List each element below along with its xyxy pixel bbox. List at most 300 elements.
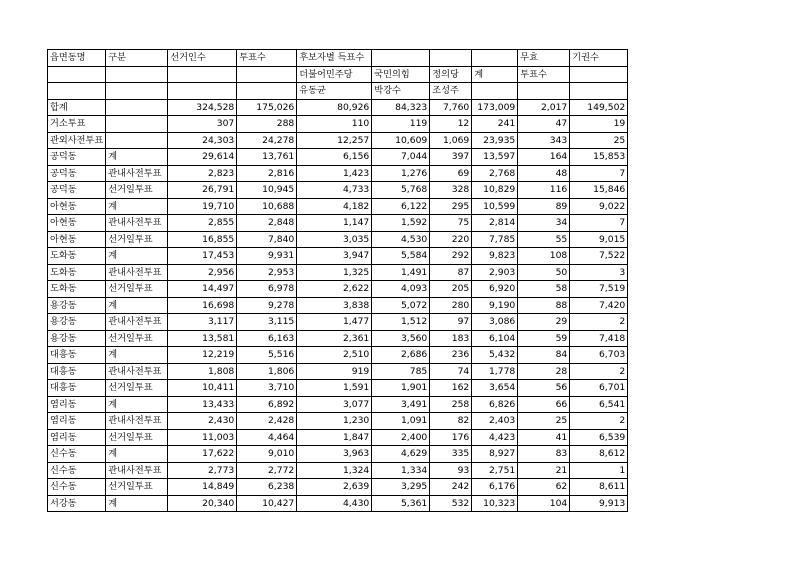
table-row — [48, 281, 628, 298]
cell-cand-minjoo: 2,639 — [297, 479, 372, 496]
cell-cand-minjoo: 1,477 — [297, 314, 372, 331]
cell-category: 선거일투표 — [106, 281, 168, 298]
cell-abstain: 3 — [570, 264, 628, 281]
cell-category: 관내사전투표 — [106, 264, 168, 281]
cell-category: 계 — [106, 347, 168, 364]
cell-cand-minjoo: 1,147 — [297, 215, 372, 232]
cell-voters: 307 — [168, 116, 237, 133]
cell-category: 관내사전투표 — [106, 165, 168, 182]
cell-total: 2,903 — [472, 264, 518, 281]
header-cell-total — [472, 50, 518, 67]
cell-abstain: 6,701 — [570, 380, 628, 397]
cell-cand-ppp: 5,361 — [372, 495, 430, 512]
header-cell-invalid — [518, 83, 570, 100]
cell-category: 선거일투표 — [106, 380, 168, 397]
cell-cand-minjoo: 80,926 — [297, 99, 372, 116]
cell-invalid: 41 — [518, 429, 570, 446]
cell-district: 신수동 — [48, 479, 106, 496]
header-cell-cand-ppp — [372, 50, 430, 67]
cell-cand-justice: 532 — [430, 495, 472, 512]
cell-district: 대흥동 — [48, 363, 106, 380]
cell-voters: 13,433 — [168, 396, 237, 413]
cell-category: 계 — [106, 248, 168, 265]
cell-category: 선거일투표 — [106, 231, 168, 248]
cell-cand-minjoo: 1,847 — [297, 429, 372, 446]
table-row — [48, 99, 628, 116]
cell-invalid: 108 — [518, 248, 570, 265]
cell-total: 2,403 — [472, 413, 518, 430]
cell-cand-ppp: 4,629 — [372, 446, 430, 463]
cell-voters: 2,773 — [168, 462, 237, 479]
cell-abstain: 7 — [570, 215, 628, 232]
cell-voters: 14,849 — [168, 479, 237, 496]
cell-total: 10,323 — [472, 495, 518, 512]
cell-total: 241 — [472, 116, 518, 133]
cell-cand-ppp: 10,609 — [372, 132, 430, 149]
table-row — [48, 429, 628, 446]
cell-cand-justice: 335 — [430, 446, 472, 463]
cell-ballots: 3,115 — [237, 314, 297, 331]
header-cell-voters — [168, 83, 237, 100]
cell-cand-minjoo: 1,591 — [297, 380, 372, 397]
cell-invalid: 47 — [518, 116, 570, 133]
cell-category — [106, 116, 168, 133]
header-row3 — [48, 83, 628, 100]
cell-abstain: 6,541 — [570, 396, 628, 413]
cell-cand-justice: 280 — [430, 297, 472, 314]
cell-total: 4,423 — [472, 429, 518, 446]
cell-abstain: 7,418 — [570, 330, 628, 347]
table-row — [48, 297, 628, 314]
cell-cand-minjoo: 110 — [297, 116, 372, 133]
cell-total: 10,599 — [472, 198, 518, 215]
cell-invalid: 164 — [518, 149, 570, 166]
table-row — [48, 248, 628, 265]
header-cell-ballots: 투표수 — [237, 50, 297, 67]
cell-invalid: 104 — [518, 495, 570, 512]
cell-cand-ppp: 5,072 — [372, 297, 430, 314]
cell-cand-justice: 176 — [430, 429, 472, 446]
cell-cand-minjoo: 3,947 — [297, 248, 372, 265]
cell-ballots: 9,931 — [237, 248, 297, 265]
cell-cand-justice: 7,760 — [430, 99, 472, 116]
cell-cand-minjoo: 4,733 — [297, 182, 372, 199]
cell-cand-ppp: 4,093 — [372, 281, 430, 298]
cell-district: 합계 — [48, 99, 106, 116]
cell-district: 염리동 — [48, 413, 106, 430]
header-cell-invalid: 무효 — [518, 50, 570, 67]
cell-cand-minjoo: 12,257 — [297, 132, 372, 149]
cell-cand-justice: 87 — [430, 264, 472, 281]
cell-total: 7,785 — [472, 231, 518, 248]
cell-cand-justice: 258 — [430, 396, 472, 413]
cell-total: 9,190 — [472, 297, 518, 314]
cell-abstain: 7,420 — [570, 297, 628, 314]
cell-cand-ppp: 1,091 — [372, 413, 430, 430]
cell-abstain: 9,015 — [570, 231, 628, 248]
header-cell-invalid: 투표수 — [518, 66, 570, 83]
cell-invalid: 21 — [518, 462, 570, 479]
header-cell-cand-minjoo: 더불어민주당 — [297, 66, 372, 83]
cell-total: 173,009 — [472, 99, 518, 116]
cell-ballots: 2,772 — [237, 462, 297, 479]
cell-invalid: 343 — [518, 132, 570, 149]
cell-cand-ppp: 5,768 — [372, 182, 430, 199]
header-cell-cand-justice: 정의당 — [430, 66, 472, 83]
cell-abstain: 149,502 — [570, 99, 628, 116]
cell-district: 신수동 — [48, 446, 106, 463]
cell-ballots: 24,278 — [237, 132, 297, 149]
cell-cand-minjoo: 6,156 — [297, 149, 372, 166]
cell-voters: 2,823 — [168, 165, 237, 182]
cell-voters: 11,003 — [168, 429, 237, 446]
header-cell-abstain: 기권수 — [570, 50, 628, 67]
cell-invalid: 48 — [518, 165, 570, 182]
header-cell-abstain — [570, 66, 628, 83]
cell-cand-minjoo: 2,510 — [297, 347, 372, 364]
cell-district: 아현동 — [48, 215, 106, 232]
cell-invalid: 88 — [518, 297, 570, 314]
cell-cand-ppp: 3,295 — [372, 479, 430, 496]
cell-cand-minjoo: 2,622 — [297, 281, 372, 298]
cell-cand-minjoo: 3,077 — [297, 396, 372, 413]
cell-district: 아현동 — [48, 198, 106, 215]
cell-category: 관내사전투표 — [106, 363, 168, 380]
cell-category: 계 — [106, 198, 168, 215]
cell-category: 계 — [106, 396, 168, 413]
cell-abstain: 7,519 — [570, 281, 628, 298]
cell-voters: 19,710 — [168, 198, 237, 215]
cell-abstain: 19 — [570, 116, 628, 133]
cell-ballots: 2,816 — [237, 165, 297, 182]
cell-category — [106, 132, 168, 149]
header-cell-total — [472, 83, 518, 100]
cell-cand-justice: 292 — [430, 248, 472, 265]
cell-category: 선거일투표 — [106, 182, 168, 199]
cell-ballots: 6,892 — [237, 396, 297, 413]
cell-cand-ppp: 785 — [372, 363, 430, 380]
cell-cand-justice: 82 — [430, 413, 472, 430]
cell-invalid: 116 — [518, 182, 570, 199]
cell-cand-justice: 69 — [430, 165, 472, 182]
cell-voters: 2,956 — [168, 264, 237, 281]
cell-district: 용강동 — [48, 297, 106, 314]
cell-district: 도화동 — [48, 264, 106, 281]
cell-cand-ppp: 2,400 — [372, 429, 430, 446]
election-results-table — [47, 49, 628, 512]
cell-total: 23,935 — [472, 132, 518, 149]
cell-invalid: 89 — [518, 198, 570, 215]
header-row2 — [48, 66, 628, 83]
cell-cand-justice: 295 — [430, 198, 472, 215]
cell-district: 서강동 — [48, 495, 106, 512]
cell-abstain: 1 — [570, 462, 628, 479]
cell-invalid: 56 — [518, 380, 570, 397]
cell-district: 도화동 — [48, 248, 106, 265]
cell-cand-minjoo: 4,430 — [297, 495, 372, 512]
cell-abstain: 8,612 — [570, 446, 628, 463]
header-cell-cand-justice: 조성주 — [430, 83, 472, 100]
table-row — [48, 479, 628, 496]
cell-cand-ppp: 6,122 — [372, 198, 430, 215]
header-cell-voters — [168, 66, 237, 83]
cell-category: 관내사전투표 — [106, 314, 168, 331]
cell-category: 계 — [106, 297, 168, 314]
cell-category: 선거일투표 — [106, 479, 168, 496]
cell-cand-ppp: 1,276 — [372, 165, 430, 182]
header-cell-category — [106, 83, 168, 100]
cell-voters: 24,303 — [168, 132, 237, 149]
cell-invalid: 59 — [518, 330, 570, 347]
cell-total: 13,597 — [472, 149, 518, 166]
cell-voters: 2,430 — [168, 413, 237, 430]
cell-ballots: 10,945 — [237, 182, 297, 199]
cell-total: 3,654 — [472, 380, 518, 397]
cell-total: 2,814 — [472, 215, 518, 232]
cell-total: 2,768 — [472, 165, 518, 182]
cell-voters: 3,117 — [168, 314, 237, 331]
table-row — [48, 462, 628, 479]
cell-cand-ppp: 3,491 — [372, 396, 430, 413]
table-row — [48, 380, 628, 397]
cell-district: 공덕동 — [48, 165, 106, 182]
cell-cand-ppp: 4,530 — [372, 231, 430, 248]
cell-cand-ppp: 5,584 — [372, 248, 430, 265]
cell-category: 계 — [106, 495, 168, 512]
cell-cand-ppp: 1,334 — [372, 462, 430, 479]
header-cell-ballots — [237, 83, 297, 100]
cell-voters: 16,855 — [168, 231, 237, 248]
cell-cand-justice: 75 — [430, 215, 472, 232]
cell-category: 관내사전투표 — [106, 462, 168, 479]
cell-abstain: 7,522 — [570, 248, 628, 265]
cell-cand-justice: 183 — [430, 330, 472, 347]
cell-cand-justice: 220 — [430, 231, 472, 248]
cell-voters: 14,497 — [168, 281, 237, 298]
cell-cand-justice: 1,069 — [430, 132, 472, 149]
header-cell-category: 구분 — [106, 50, 168, 67]
cell-ballots: 4,464 — [237, 429, 297, 446]
cell-total: 3,086 — [472, 314, 518, 331]
header-cell-category — [106, 66, 168, 83]
cell-voters: 1,808 — [168, 363, 237, 380]
cell-invalid: 55 — [518, 231, 570, 248]
header-cell-cand-ppp: 국민의힘 — [372, 66, 430, 83]
header-cell-cand-justice — [430, 50, 472, 67]
header-cell-cand-minjoo: 후보자별 득표수 — [297, 50, 372, 67]
cell-ballots: 1,806 — [237, 363, 297, 380]
cell-cand-ppp: 3,560 — [372, 330, 430, 347]
cell-invalid: 58 — [518, 281, 570, 298]
cell-voters: 17,622 — [168, 446, 237, 463]
cell-cand-minjoo: 4,182 — [297, 198, 372, 215]
table-row — [48, 132, 628, 149]
cell-abstain: 7 — [570, 165, 628, 182]
table-row — [48, 363, 628, 380]
cell-district: 아현동 — [48, 231, 106, 248]
cell-abstain: 6,539 — [570, 429, 628, 446]
cell-cand-justice: 397 — [430, 149, 472, 166]
cell-total: 2,751 — [472, 462, 518, 479]
cell-category: 관내사전투표 — [106, 215, 168, 232]
cell-invalid: 28 — [518, 363, 570, 380]
header-cell-ballots — [237, 66, 297, 83]
table-row — [48, 314, 628, 331]
header-cell-total: 계 — [472, 66, 518, 83]
cell-voters: 2,855 — [168, 215, 237, 232]
cell-cand-minjoo: 2,361 — [297, 330, 372, 347]
cell-ballots: 2,428 — [237, 413, 297, 430]
cell-invalid: 34 — [518, 215, 570, 232]
header-cell-cand-minjoo: 유동균 — [297, 83, 372, 100]
cell-cand-justice: 328 — [430, 182, 472, 199]
cell-category: 계 — [106, 149, 168, 166]
table-row — [48, 264, 628, 281]
cell-cand-justice: 93 — [430, 462, 472, 479]
cell-cand-ppp: 7,044 — [372, 149, 430, 166]
cell-total: 8,927 — [472, 446, 518, 463]
cell-cand-minjoo: 919 — [297, 363, 372, 380]
cell-abstain: 15,853 — [570, 149, 628, 166]
cell-total: 6,920 — [472, 281, 518, 298]
cell-abstain: 15,846 — [570, 182, 628, 199]
cell-category: 선거일투표 — [106, 429, 168, 446]
cell-cand-ppp: 2,686 — [372, 347, 430, 364]
cell-ballots: 2,848 — [237, 215, 297, 232]
cell-cand-justice: 242 — [430, 479, 472, 496]
cell-ballots: 288 — [237, 116, 297, 133]
cell-ballots: 5,516 — [237, 347, 297, 364]
table-row — [48, 182, 628, 199]
cell-ballots: 10,688 — [237, 198, 297, 215]
table-row — [48, 495, 628, 512]
cell-invalid: 84 — [518, 347, 570, 364]
cell-cand-justice: 162 — [430, 380, 472, 397]
header-cell-voters: 선거인수 — [168, 50, 237, 67]
cell-category: 선거일투표 — [106, 330, 168, 347]
cell-ballots: 6,238 — [237, 479, 297, 496]
cell-invalid: 2,017 — [518, 99, 570, 116]
cell-district: 용강동 — [48, 330, 106, 347]
cell-ballots: 9,010 — [237, 446, 297, 463]
cell-ballots: 175,026 — [237, 99, 297, 116]
cell-voters: 12,219 — [168, 347, 237, 364]
cell-total: 5,432 — [472, 347, 518, 364]
cell-ballots: 13,761 — [237, 149, 297, 166]
cell-ballots: 2,953 — [237, 264, 297, 281]
cell-ballots: 3,710 — [237, 380, 297, 397]
cell-cand-minjoo: 1,325 — [297, 264, 372, 281]
table-row — [48, 215, 628, 232]
table-row — [48, 116, 628, 133]
cell-category: 계 — [106, 446, 168, 463]
header-cell-district: 읍면동명 — [48, 50, 106, 67]
cell-voters: 10,411 — [168, 380, 237, 397]
cell-cand-justice: 236 — [430, 347, 472, 364]
header-cell-cand-ppp: 박강수 — [372, 83, 430, 100]
cell-invalid: 66 — [518, 396, 570, 413]
cell-district: 염리동 — [48, 396, 106, 413]
cell-abstain: 6,703 — [570, 347, 628, 364]
cell-abstain: 2 — [570, 363, 628, 380]
cell-district: 거소투표 — [48, 116, 106, 133]
cell-cand-minjoo: 1,230 — [297, 413, 372, 430]
cell-invalid: 62 — [518, 479, 570, 496]
cell-voters: 29,614 — [168, 149, 237, 166]
table-row — [48, 330, 628, 347]
cell-cand-minjoo: 1,324 — [297, 462, 372, 479]
cell-invalid: 29 — [518, 314, 570, 331]
cell-cand-justice: 97 — [430, 314, 472, 331]
cell-voters: 324,528 — [168, 99, 237, 116]
cell-abstain: 2 — [570, 413, 628, 430]
cell-total: 9,823 — [472, 248, 518, 265]
cell-total: 6,826 — [472, 396, 518, 413]
cell-cand-ppp: 1,491 — [372, 264, 430, 281]
cell-district: 대흥동 — [48, 347, 106, 364]
cell-cand-justice: 74 — [430, 363, 472, 380]
cell-abstain: 8,611 — [570, 479, 628, 496]
cell-district: 용강동 — [48, 314, 106, 331]
cell-cand-justice: 12 — [430, 116, 472, 133]
cell-invalid: 83 — [518, 446, 570, 463]
cell-cand-minjoo: 3,838 — [297, 297, 372, 314]
cell-district: 대흥동 — [48, 380, 106, 397]
cell-cand-minjoo: 1,423 — [297, 165, 372, 182]
cell-cand-ppp: 119 — [372, 116, 430, 133]
table-row — [48, 198, 628, 215]
cell-voters: 13,581 — [168, 330, 237, 347]
cell-total: 10,829 — [472, 182, 518, 199]
cell-invalid: 25 — [518, 413, 570, 430]
cell-ballots: 6,978 — [237, 281, 297, 298]
cell-ballots: 7,840 — [237, 231, 297, 248]
cell-district: 공덕동 — [48, 182, 106, 199]
header-cell-abstain — [570, 83, 628, 100]
table-row — [48, 347, 628, 364]
cell-district: 염리동 — [48, 429, 106, 446]
cell-cand-justice: 205 — [430, 281, 472, 298]
cell-district: 관외사전투표 — [48, 132, 106, 149]
cell-total: 1,778 — [472, 363, 518, 380]
cell-voters: 26,791 — [168, 182, 237, 199]
cell-ballots: 10,427 — [237, 495, 297, 512]
cell-cand-ppp: 1,592 — [372, 215, 430, 232]
cell-district: 신수동 — [48, 462, 106, 479]
table-row — [48, 231, 628, 248]
cell-ballots: 6,163 — [237, 330, 297, 347]
header-row1 — [48, 50, 628, 67]
cell-abstain: 2 — [570, 314, 628, 331]
cell-district: 도화동 — [48, 281, 106, 298]
cell-cand-ppp: 84,323 — [372, 99, 430, 116]
cell-cand-ppp: 1,901 — [372, 380, 430, 397]
header-cell-district — [48, 66, 106, 83]
table-row — [48, 165, 628, 182]
cell-voters: 20,340 — [168, 495, 237, 512]
cell-cand-minjoo: 3,963 — [297, 446, 372, 463]
table-row — [48, 149, 628, 166]
cell-voters: 17,453 — [168, 248, 237, 265]
cell-total: 6,104 — [472, 330, 518, 347]
cell-category: 관내사전투표 — [106, 413, 168, 430]
table-row — [48, 396, 628, 413]
cell-district: 공덕동 — [48, 149, 106, 166]
cell-invalid: 50 — [518, 264, 570, 281]
table-row — [48, 413, 628, 430]
cell-ballots: 9,278 — [237, 297, 297, 314]
cell-cand-minjoo: 3,035 — [297, 231, 372, 248]
